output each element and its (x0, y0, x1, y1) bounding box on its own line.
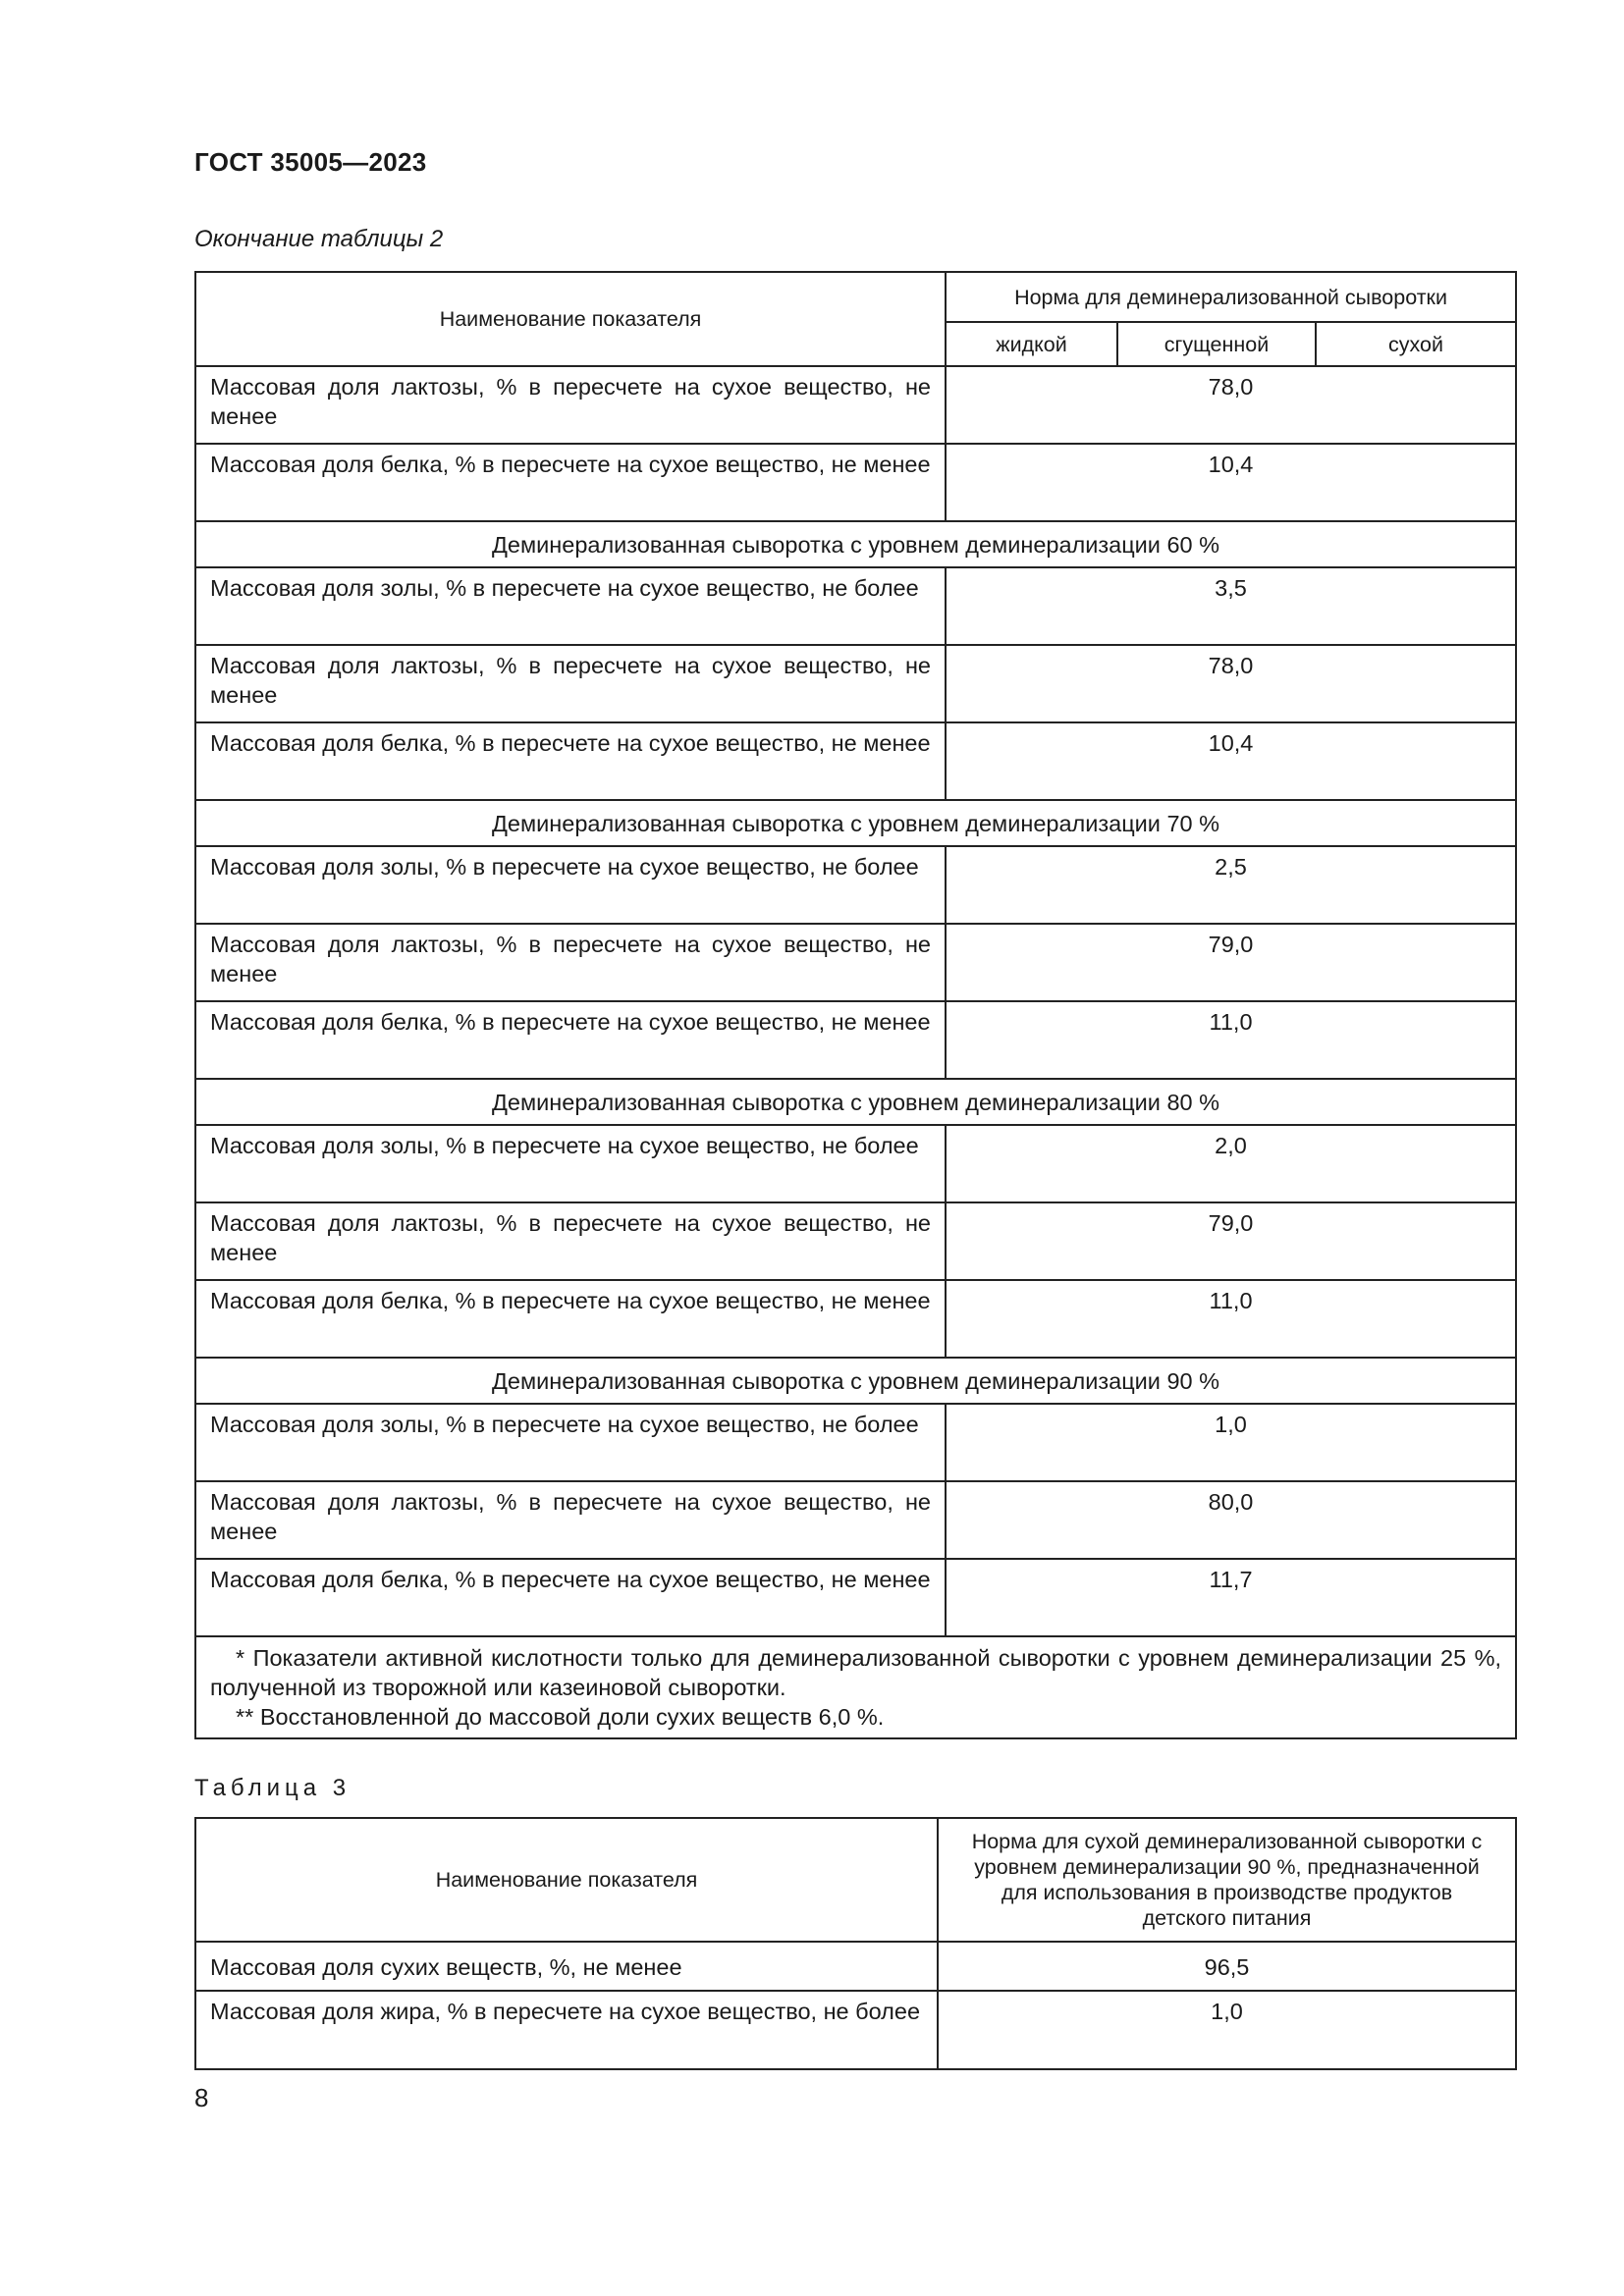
footnote-2: ** Восстановленной до массовой доли сухих веществ 6,0 %. (236, 1704, 885, 1730)
table-footnotes (195, 1636, 1516, 1738)
indicator-value: 79,0 (946, 1202, 1516, 1280)
table-row (195, 1481, 1516, 1559)
section-row (195, 521, 1516, 567)
table-row (195, 645, 1516, 722)
indicator-name: Массовая доля золы, % в пересчете на сухое вещество, не более (195, 1404, 946, 1481)
indicator-name: Массовая доля белка, % в пересчете на сухое вещество, не менее (195, 1001, 946, 1079)
indicator-value: 2,5 (946, 846, 1516, 924)
col-header-name: Наименование показателя (195, 1818, 938, 1942)
indicator-name: Массовая доля золы, % в пересчете на сухое вещество, не более (195, 567, 946, 645)
table-row (195, 1404, 1516, 1481)
indicator-name: Массовая доля золы, % в пересчете на сухое вещество, не более (195, 1125, 946, 1202)
indicator-name: Массовая доля лактозы, % в пересчете на сухое вещество, не менее (195, 924, 946, 1001)
indicator-value: 11,7 (946, 1559, 1516, 1636)
table-row (195, 924, 1516, 1001)
col-header-norm: Норма для деминерализованной сыворотки (946, 272, 1516, 322)
table-row (195, 1559, 1516, 1636)
footnote-1: * Показатели активной кислотности только для деминерализованной сыворотки с уровнем деминерализации 25 %, полученной из творожной или казеиновой сыворотки. (210, 1645, 1502, 1700)
table-row (195, 366, 1516, 444)
indicator-name: Массовая доля жира, % в пересчете на сухое вещество, не более (195, 1991, 938, 2069)
indicator-value: 10,4 (946, 722, 1516, 800)
page-number: 8 (194, 2083, 209, 2112)
indicator-name: Массовая доля золы, % в пересчете на сухое вещество, не более (195, 846, 946, 924)
sub-col-liquid: жидкой (946, 322, 1117, 366)
indicator-name: Массовая доля белка, % в пересчете на сухое вещество, не менее (195, 444, 946, 521)
table-row (195, 567, 1516, 645)
section-title: Деминерализованная сыворотка с уровнем деминерализации 80 % (195, 1079, 1516, 1125)
section-title: Деминерализованная сыворотка с уровнем деминерализации 60 % (195, 521, 1516, 567)
section-title: Деминерализованная сыворотка с уровнем деминерализации 90 % (195, 1358, 1516, 1404)
indicator-value: 11,0 (946, 1280, 1516, 1358)
col-header-name: Наименование показателя (195, 272, 946, 366)
indicator-value: 78,0 (946, 366, 1516, 444)
footnote-row (195, 1636, 1516, 1738)
indicator-name: Массовая доля лактозы, % в пересчете на сухое вещество, не менее (195, 366, 946, 444)
indicator-name: Массовая доля лактозы, % в пересчете на сухое вещество, не менее (195, 1202, 946, 1280)
indicator-name: Массовая доля лактозы, % в пересчете на сухое вещество, не менее (195, 1481, 946, 1559)
table-row (195, 722, 1516, 800)
indicator-value: 1,0 (946, 1404, 1516, 1481)
indicator-value: 78,0 (946, 645, 1516, 722)
indicator-value: 10,4 (946, 444, 1516, 521)
sub-col-dry: сухой (1316, 322, 1516, 366)
section-row (195, 800, 1516, 846)
indicator-name: Массовая доля сухих веществ, %, не менее (195, 1942, 938, 1991)
indicator-value: 80,0 (946, 1481, 1516, 1559)
table-row (195, 444, 1516, 521)
table-row (195, 1001, 1516, 1079)
table-3 (194, 1817, 1517, 2070)
table-row (195, 1942, 1516, 1991)
section-row (195, 1079, 1516, 1125)
document-header: ГОСТ 35005—2023 (194, 147, 427, 177)
table-row (195, 1202, 1516, 1280)
indicator-value: 11,0 (946, 1001, 1516, 1079)
indicator-name: Массовая доля белка, % в пересчете на сухое вещество, не менее (195, 722, 946, 800)
col-header-norm: Норма для сухой деминерализованной сыворотки с уровнем деминерализации 90 %, предназначенной для использования в производстве продуктов детского питания (938, 1818, 1516, 1942)
table-row (195, 1280, 1516, 1358)
section-title: Деминерализованная сыворотка с уровнем деминерализации 70 % (195, 800, 1516, 846)
table-row (195, 1125, 1516, 1202)
section-row (195, 1358, 1516, 1404)
indicator-value: 3,5 (946, 567, 1516, 645)
table2-caption: Окончание таблицы 2 (194, 226, 444, 252)
sub-col-condensed: сгущенной (1117, 322, 1316, 366)
indicator-value: 1,0 (938, 1991, 1516, 2069)
indicator-value: 79,0 (946, 924, 1516, 1001)
table-2 (194, 271, 1517, 1739)
table-row (195, 1991, 1516, 2069)
table-row (195, 846, 1516, 924)
indicator-value: 96,5 (938, 1942, 1516, 1991)
indicator-name: Массовая доля белка, % в пересчете на сухое вещество, не менее (195, 1559, 946, 1636)
indicator-value: 2,0 (946, 1125, 1516, 1202)
table3-caption: Таблица 3 (194, 1775, 352, 1801)
indicator-name: Массовая доля белка, % в пересчете на сухое вещество, не менее (195, 1280, 946, 1358)
indicator-name: Массовая доля лактозы, % в пересчете на сухое вещество, не менее (195, 645, 946, 722)
